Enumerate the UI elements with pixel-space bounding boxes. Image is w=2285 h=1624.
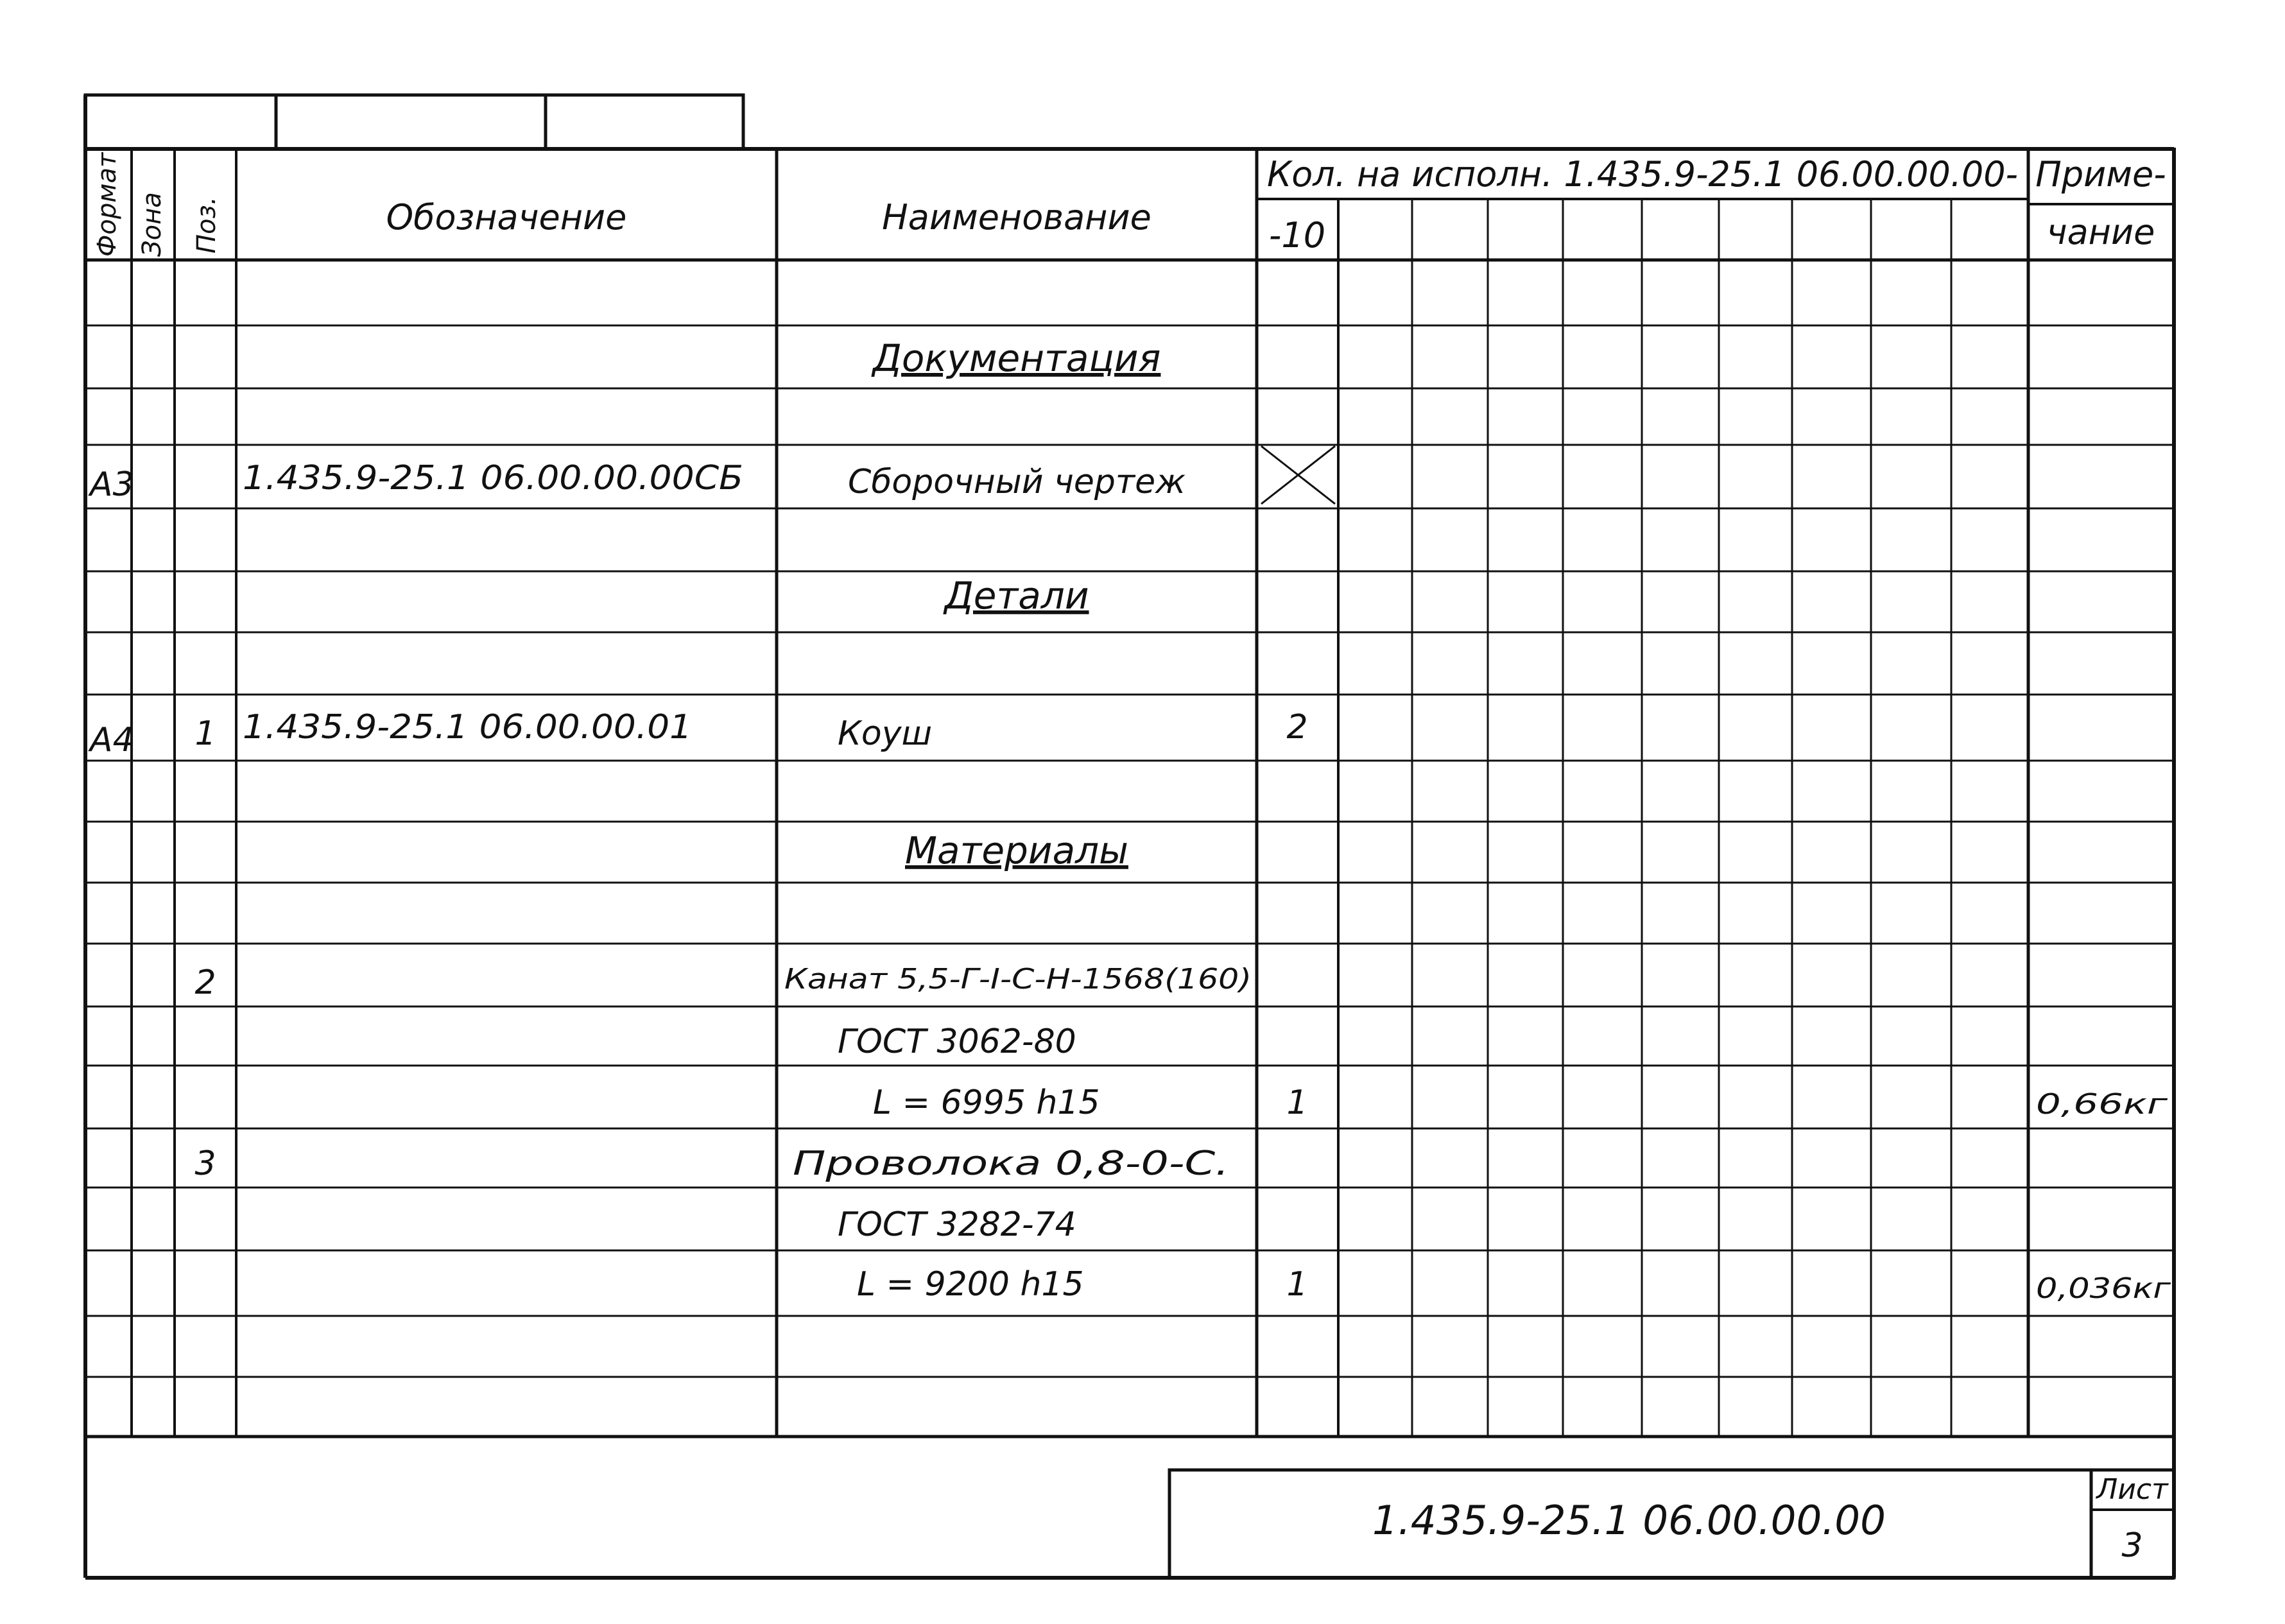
rope-qty: 1 [1286,1084,1308,1122]
header-variant: -10 [1268,215,1326,255]
assembly-designation: 1.435.9-25.1 06.00.00.00СБ [243,459,743,497]
wire-qty: 1 [1286,1265,1308,1304]
assembly-name: Сборочный чертеж [848,463,1186,501]
header-designation: Обозначение [386,197,627,238]
thimble-qty: 2 [1286,708,1308,747]
wire-name-line3: L = 9200 h15 [857,1265,1084,1304]
rope-note: 0,66кг [2036,1088,2169,1121]
wire-pos: 3 [194,1145,216,1183]
section-documentation: Документация [872,336,1161,380]
header-note-line1: Приме- [2035,154,2166,194]
thimble-name: Коуш [838,714,933,753]
header-pos: Поз. [192,196,221,254]
sheet-number: 3 [2121,1526,2143,1565]
table-header [92,151,2166,257]
header-note-line2: чание [2046,212,2155,252]
header-zone: Зона [137,192,167,257]
section-materials: Материалы [905,829,1128,872]
doc-number: 1.435.9-25.1 06.00.00.00 [1372,1497,1886,1544]
thimble-pos: 1 [194,714,216,753]
rope-name-line1: Канат 5,5-Г-I-С-Н-1568(160) [784,963,1252,996]
header-name: Наименование [882,197,1151,238]
assembly-format: А3 [90,465,134,504]
thimble-designation: 1.435.9-25.1 06.00.00.01 [243,708,692,747]
sheet-label: Лист [2096,1473,2168,1506]
title-block [1372,1473,2169,1565]
rope-name-line3: L = 6995 h15 [873,1084,1100,1122]
section-details: Детали [944,574,1089,618]
outer-frame [85,95,2174,1578]
header-format: Формат [92,152,122,257]
rope-name-line2: ГОСТ 3062-80 [838,1023,1076,1061]
wire-note: 0,036кг [2036,1272,2172,1305]
wire-name-line2: ГОСТ 3282-74 [838,1205,1076,1244]
rope-pos: 2 [194,963,216,1002]
header-qty-caption: Кол. на исполн. 1.435.9-25.1 06.00.00.00- [1267,154,2018,194]
thimble-format: А4 [90,721,134,759]
top-stamp [85,95,743,149]
wire-name-line1: Проволока 0,8-0-С. [793,1145,1229,1183]
